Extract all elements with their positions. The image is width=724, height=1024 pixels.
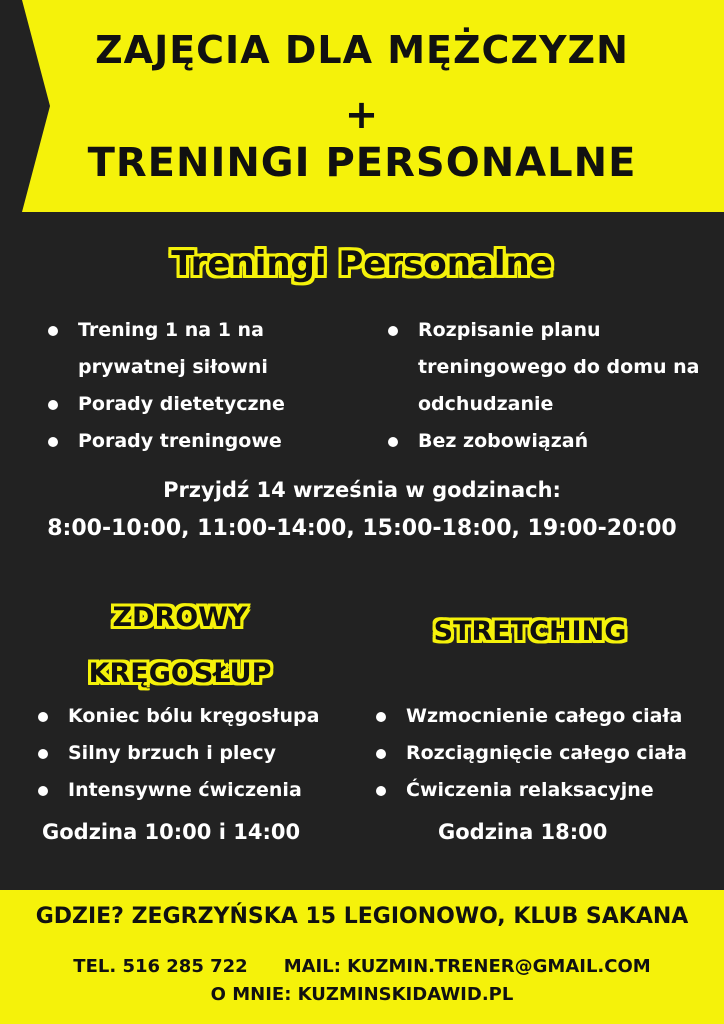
list-item: Koniec bólu kręgosłupa <box>38 698 358 735</box>
healthy-spine-hours: Godzina 10:00 i 14:00 <box>42 820 301 844</box>
list-item: Wzmocnienie całego ciała <box>376 698 716 735</box>
list-item: Silny brzuch i plecy <box>38 735 358 772</box>
list-item: Ćwiczenia relaksacyjne <box>376 772 716 809</box>
list-item: Rozpisanie planu treningowego do domu na odchudzanie <box>388 312 708 423</box>
header-banner <box>0 0 724 212</box>
schedule-hours: 8:00-10:00, 11:00-14:00, 15:00-18:00, 19:00-20:00 <box>47 516 677 541</box>
stretching-hours: Godzina 18:00 <box>438 820 608 844</box>
healthy-spine-title-line2: KRĘGOSŁUP <box>88 658 272 689</box>
list-item: Trening 1 na 1 na prywatnej siłowni <box>48 312 348 386</box>
personal-training-list-right <box>388 312 708 460</box>
healthy-spine-title <box>60 590 300 702</box>
list-item: Rozciągnięcie całego ciała <box>376 735 716 772</box>
banner-plus-sign: + <box>344 92 380 138</box>
email-link[interactable]: MAIL: KUZMIN.TRENER@GMAIL.COM <box>283 956 651 977</box>
address-text: GDZIE? ZEGRZYŃSKA 15 LEGIONOWO, KLUB SAKANA <box>35 904 689 929</box>
phone-text[interactable]: TEL. 516 285 722 <box>73 956 248 977</box>
healthy-spine-list <box>38 698 358 809</box>
list-item: Bez zobowiązań <box>388 423 708 460</box>
list-item: Porady dietetyczne <box>48 386 348 423</box>
stretching-title: STRETCHING <box>433 616 627 647</box>
website-link[interactable]: O MNIE: KUZMINSKIDAWID.PL <box>210 984 514 1005</box>
healthy-spine-title-line1: ZDROWY <box>112 602 248 633</box>
personal-training-list-left <box>48 312 348 460</box>
banner-title-line1: ZAJĘCIA DLA MĘŻCZYZN <box>95 28 629 72</box>
schedule-intro: Przyjdź 14 września w godzinach: <box>163 478 561 502</box>
contact-line <box>0 956 724 977</box>
footer-contact <box>0 890 724 1024</box>
personal-training-title: Treningi Personalne <box>171 244 553 284</box>
list-item: Porady treningowe <box>48 423 348 460</box>
list-item: Intensywne ćwiczenia <box>38 772 358 809</box>
stretching-list <box>376 698 716 809</box>
banner-title-line2: TRENINGI PERSONALNE <box>87 140 637 186</box>
